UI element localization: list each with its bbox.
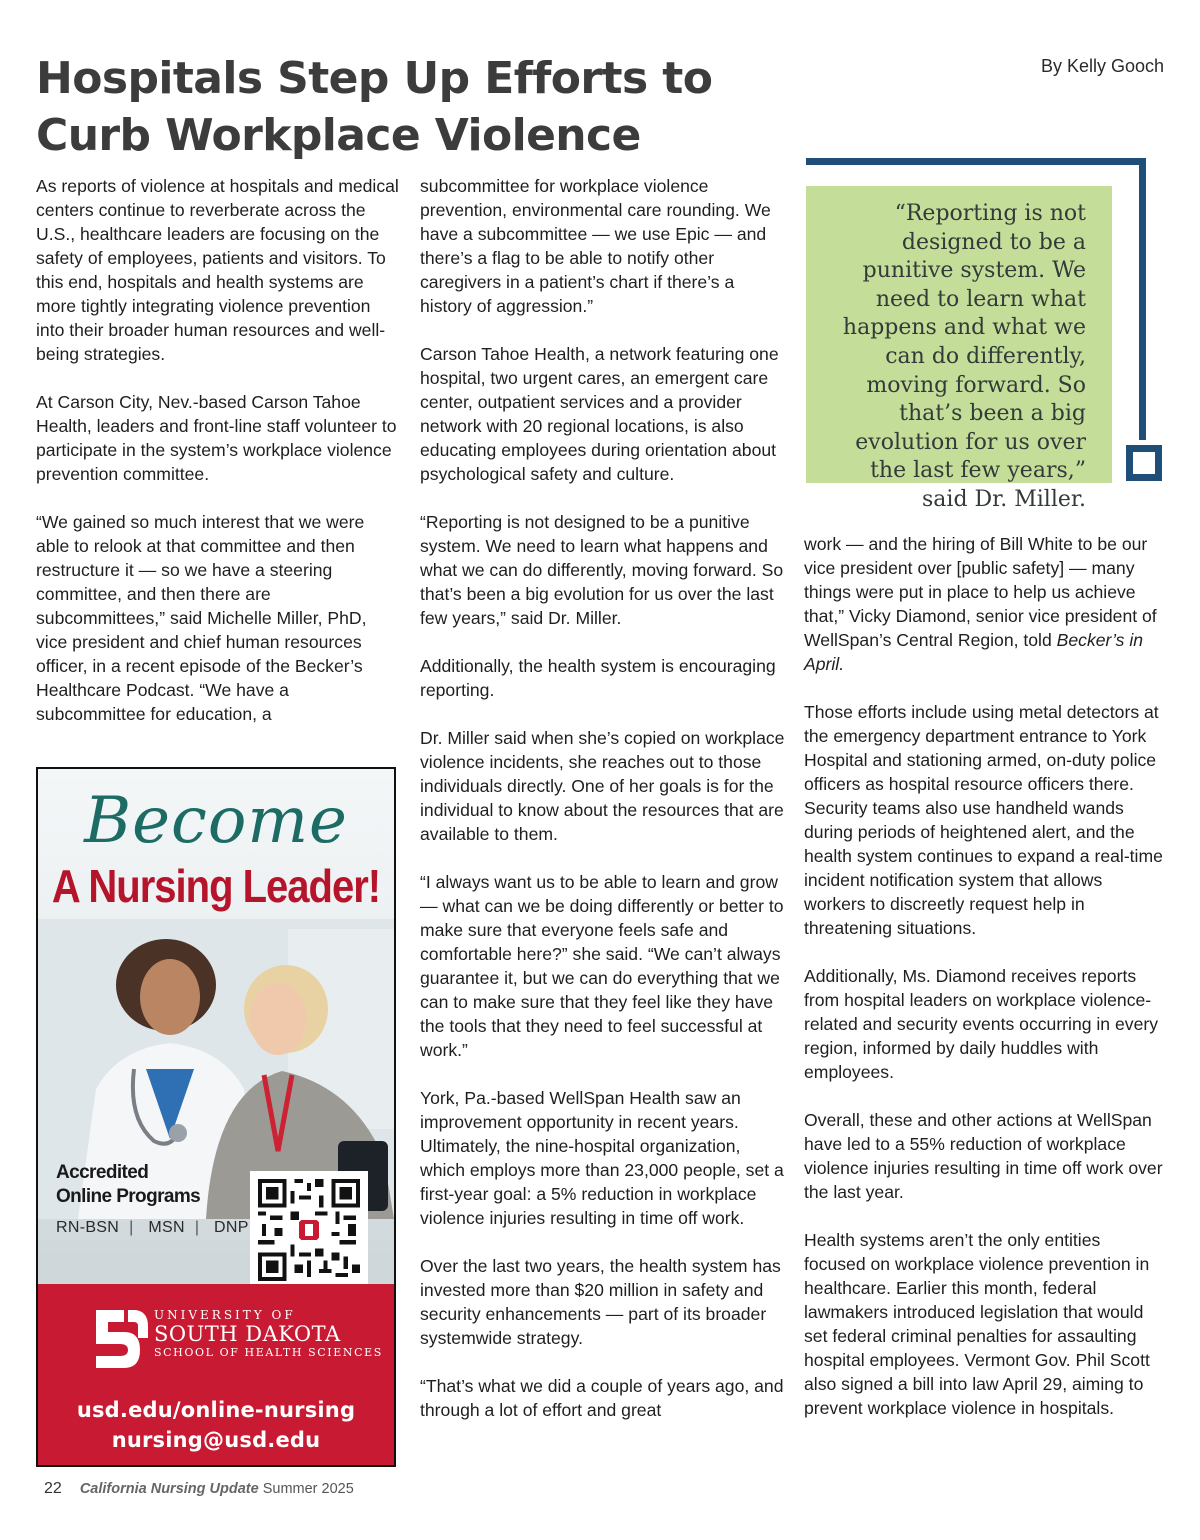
paragraph: Additionally, the health system is encouraging reporting. xyxy=(420,656,776,700)
paragraph: As reports of violence at hospitals and medical centers continue to reverberate across the U.S., healthcare leaders are focusing on the safety of employees, patients and visitors. To this end, hospitals and health systems are more tightly integrating violence prevention into their broader human resources and well-being strategies. xyxy=(36,176,399,364)
pull-quote-square xyxy=(1126,445,1162,481)
paragraph: Additionally, Ms. Diamond receives reports from hospital leaders on workplace violence-related and security events occurring in every region, informed by daily huddles with employees. xyxy=(804,966,1159,1082)
issue-label: Summer 2025 xyxy=(262,1481,354,1497)
qr-code[interactable] xyxy=(250,1171,368,1289)
accredited-line: Accredited xyxy=(56,1162,149,1183)
paragraph: “I always want us to be able to learn and grow — what can we be doing differently or better to make sure that everyone feels safe and comfortable here?” she said. “We can’t always guarantee it, but we can do everything that we can to make sure that they feel like they have the tools that they need to feel successful at work.” xyxy=(420,872,784,1060)
column-2 xyxy=(420,174,785,1422)
paragraph: York, Pa.-based WellSpan Health saw an improvement opportunity in recent years. Ultimately, the nine-hospital organization, which employs more than 23,000 people, set a first-year goal: a 5% reduction in workplace violence injuries resulting in time off work. xyxy=(420,1088,784,1228)
paragraph: Health systems aren’t the only entities focused on workplace violence prevention in healthcare. Earlier this month, federal lawmakers introduced legislation that would set federal criminal penalties for assaulting hospital employees. Vermont Gov. Phil Scott also signed a bill into law April 29, aiming to prevent workplace violence in hospitals. xyxy=(804,1230,1150,1418)
paragraph: Carson Tahoe Health, a network featuring one hospital, two urgent cares, an emergent care center, outpatient services and a provider network with 20 regional locations, is also educating employees during orientation about psychological safety and culture. xyxy=(420,344,779,484)
paragraph: “Reporting is not designed to be a punitive system. We need to learn what happens and what we can do differently, moving forward. So that’s been a big evolution for us over the last few years,” said Dr. Miller. xyxy=(420,512,784,628)
paragraph: “That’s what we did a couple of years ago, and through a lot of effort and great xyxy=(420,1376,784,1420)
ad-become-script: Become xyxy=(84,784,348,858)
ad-accredited xyxy=(56,1161,200,1209)
university-wordmark xyxy=(154,1308,383,1360)
paragraph xyxy=(804,532,1166,676)
article-headline: Hospitals Step Up Efforts to Curb Workplace Violence xyxy=(36,53,713,161)
publication-reference: Becker’s in April. xyxy=(804,630,1144,674)
program-separator: | xyxy=(194,1219,200,1236)
paragraph: Over the last two years, the health system has invested more than $20 million in safety and security enhancements — part of its broader systemwide strategy. xyxy=(420,1256,781,1348)
paragraph-text: work — and the hiring of Bill White to be our vice president over [public safety] — many things were put in place to help us achieve that,” Vicky Diamond, senior vice president of WellSpan’s Central Region, told xyxy=(804,534,1157,650)
ad-email-link[interactable]: nursing@usd.edu xyxy=(111,1428,321,1452)
paragraph: subcommittee for workplace violence prevention, environmental care rounding. We have a subcommittee — we use Epic — and there’s a flag to be able to notify other caregivers in a patient’s chart if there’s a history of aggression.” xyxy=(420,176,771,316)
university-name: SOUTH DAKOTA xyxy=(154,1322,341,1346)
ad-headline: A Nursing Leader! xyxy=(51,861,381,913)
qr-code-icon xyxy=(258,1179,360,1281)
program-separator: | xyxy=(129,1219,134,1236)
column-3 xyxy=(804,532,1166,1420)
school-name: SCHOOL OF HEALTH SCIENCES xyxy=(154,1346,383,1359)
nursing-program-ad[interactable] xyxy=(36,767,396,1467)
university-of: UNIVERSITY OF xyxy=(154,1308,296,1322)
paragraph: Dr. Miller said when she’s copied on workplace violence incidents, she reaches out to those individuals directly. One of her goals is for the individual to know about the resources that are available to them. xyxy=(420,728,785,844)
usd-logo-icon xyxy=(90,1304,150,1374)
page-number: 22 xyxy=(44,1480,62,1497)
ad-university-banner xyxy=(38,1284,394,1465)
paragraph: “We gained so much interest that we were able to relook at that committee and then restructure it — so we have a steering committee, and then there are subcommittees,” said Michelle Miller, PhD, vice president and chief human resources officer, in a recent episode of the Becker’s Healthcare Podcast. “We have a subcommittee for education, a xyxy=(36,512,367,724)
column-1 xyxy=(36,174,401,726)
paragraph: Overall, these and other actions at WellSpan have led to a 55% reduction of workplace violence injuries resulting in time off work over the last year. xyxy=(804,1110,1163,1202)
pull-quote-box xyxy=(806,186,1112,512)
online-programs-line: Online Programs xyxy=(56,1186,201,1207)
program-rn-bsn: RN-BSN xyxy=(56,1219,120,1236)
ad-program-list xyxy=(56,1219,259,1237)
program-dnp: DNP xyxy=(214,1219,249,1236)
publication-name: California Nursing Update xyxy=(79,1481,259,1497)
ad-url-link[interactable]: usd.edu/online-nursing xyxy=(76,1398,356,1422)
pull-quote: “Reporting is not designed to be a punitive system. We need to learn what happens and what we can do differently, moving forward. So that’s been a big evolution for us over the last few years,” said Dr. Miller. xyxy=(842,201,1086,512)
byline: By Kelly Gooch xyxy=(1040,56,1164,76)
paragraph: Those efforts include using metal detectors at the emergency department entrance to York Hospital and stationing armed, on-duty police officers as hospital resource officers there. Security teams also use handheld wands during periods of heightened alert, and the health system continues to expand a real-time incident notification system that allows workers to discreetly request help in threatening situations. xyxy=(804,702,1163,938)
program-msn: MSN xyxy=(148,1219,185,1236)
paragraph: At Carson City, Nev.-based Carson Tahoe Health, leaders and front-line staff volunteer to participate in the system’s workplace violence prevention committee. xyxy=(36,392,397,484)
page-footer xyxy=(44,1480,354,1498)
